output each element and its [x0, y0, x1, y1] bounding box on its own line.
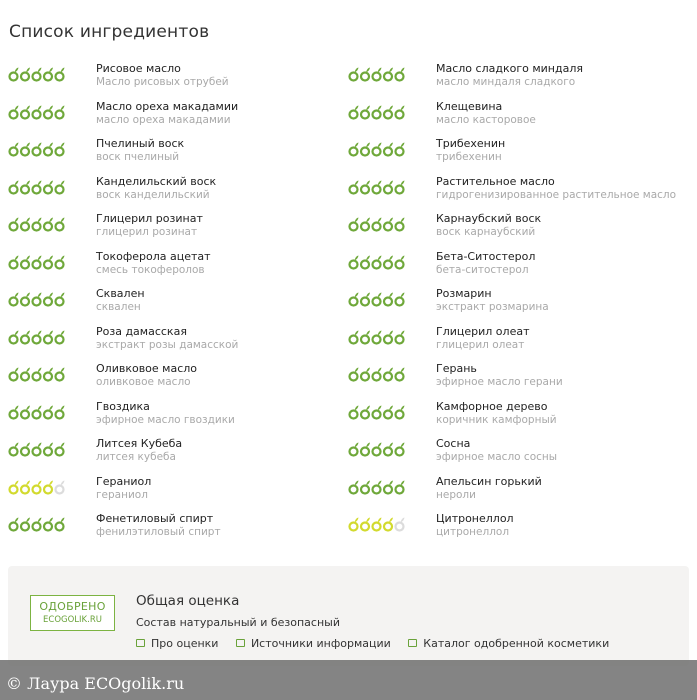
- rating-leaf-icon: [56, 443, 65, 456]
- ingredient-inci: нероли: [436, 488, 476, 501]
- rating-leaf-icon: [10, 105, 19, 118]
- ingredient-name: Литсея Кубеба: [96, 437, 183, 450]
- rating-leaf-icon: [361, 68, 370, 81]
- rating-leaf-icon: [373, 443, 382, 456]
- rating-leaf-icon: [56, 218, 65, 231]
- rating-icons: [8, 291, 68, 307]
- ingredient-row: [0, 437, 697, 473]
- rating-leaf-icon: [44, 293, 53, 306]
- watermark: [0, 660, 697, 700]
- rating-icons: [348, 366, 408, 382]
- rating-leaf-icon: [44, 180, 53, 193]
- ingredient-row: [0, 212, 697, 248]
- ingredient-names: [436, 475, 542, 502]
- ingredient-names: [436, 137, 505, 164]
- rating-leaf-icon: [44, 368, 53, 381]
- ingredient-inci: сквален: [96, 301, 141, 313]
- summary-description: Состав натуральный и безопасный: [136, 616, 340, 629]
- rating-leaf-icon: [361, 143, 370, 156]
- rating-leaf-icon: [350, 480, 359, 493]
- rating-icons: [348, 66, 408, 82]
- rating-leaf-icon: [384, 518, 393, 531]
- rating-leaf-icon: [10, 180, 19, 193]
- ingredient-inci: масло ореха макадамии: [96, 113, 231, 126]
- rating-leaf-icon: [21, 368, 30, 381]
- rating-leaf-icon: [396, 405, 405, 418]
- rating-icons: [8, 254, 68, 270]
- ingredient-names: [436, 512, 514, 539]
- rating-leaf-icon: [21, 143, 30, 156]
- ingredient-name: Токоферола ацетат: [96, 249, 211, 263]
- ingredient-names: [436, 325, 529, 352]
- rating-leaf-icon: [396, 518, 405, 531]
- ingredient-names: [436, 362, 563, 389]
- rating-leaf-icon: [361, 518, 370, 531]
- ingredient-names: [436, 250, 535, 277]
- rating-leaf-icon: [384, 218, 393, 231]
- rating-leaf-icon: [56, 368, 65, 381]
- rating-leaf-icon: [10, 68, 19, 81]
- rating-leaf-icon: [10, 405, 19, 418]
- ingredient-names: [436, 100, 536, 127]
- rating-leaf-icon: [33, 255, 42, 268]
- ingredient-names: [96, 212, 203, 239]
- ingredient-name: Фенетиловый спирт: [96, 512, 214, 525]
- link-sources[interactable]: [236, 637, 391, 650]
- rating-leaf-icon: [21, 218, 30, 231]
- ingredient-names: [96, 250, 211, 277]
- ingredient-name: Роза дамасская: [96, 324, 187, 338]
- link-label: Каталог одобренной косметики: [423, 637, 610, 650]
- rating-leaf-icon: [384, 368, 393, 381]
- rating-leaf-icon: [350, 368, 359, 381]
- ingredient-inci: фенилэтиловый спирт: [96, 526, 221, 538]
- rating-leaf-icon: [350, 443, 359, 456]
- rating-icons: [348, 404, 408, 420]
- ingredient-inci: эфирное масло гвоздики: [96, 413, 235, 426]
- rating-leaf-icon: [384, 105, 393, 118]
- rating-leaf-icon: [361, 368, 370, 381]
- rating-leaf-icon: [373, 255, 382, 268]
- ingredient-inci: глицерил олеат: [436, 338, 525, 351]
- ingredient-names: [96, 175, 216, 202]
- ingredient-name: Сквален: [96, 287, 145, 300]
- rating-leaf-icon: [350, 293, 359, 306]
- ingredient-inci: коричник камфорный: [436, 413, 557, 426]
- rating-leaf-icon: [396, 330, 405, 343]
- ingredient-names: [436, 212, 541, 239]
- ingredient-inci: эфирное масло сосны: [436, 451, 558, 463]
- ingredient-names: [96, 400, 235, 427]
- rating-leaf-icon: [33, 68, 42, 81]
- rating-leaf-icon: [350, 255, 359, 268]
- rating-leaf-icon: [10, 293, 19, 306]
- rating-icons: [348, 141, 408, 157]
- rating-leaf-icon: [373, 330, 382, 343]
- rating-leaf-icon: [56, 180, 65, 193]
- ingredient-names: [96, 512, 221, 539]
- rating-leaf-icon: [373, 518, 382, 531]
- ingredient-row: [0, 62, 697, 98]
- rating-leaf-icon: [21, 518, 30, 531]
- ingredient-row: [0, 175, 697, 211]
- ingredient-name: Канделильский воск: [96, 174, 217, 188]
- ingredient-row: [0, 137, 697, 173]
- chat-icon: [236, 639, 245, 647]
- rating-leaf-icon: [384, 443, 393, 456]
- rating-leaf-icon: [56, 518, 65, 531]
- ingredient-name: Глицерил розинат: [96, 212, 203, 225]
- rating-leaf-icon: [384, 293, 393, 306]
- ingredient-inci: трибехенин: [436, 151, 502, 163]
- ingredient-name: Герань: [436, 362, 477, 375]
- link-label: Про оценки: [151, 637, 219, 650]
- rating-leaf-icon: [21, 330, 30, 343]
- ingredient-inci: оливковое масло: [96, 376, 191, 388]
- ingredient-name: Клещевина: [436, 99, 503, 113]
- rating-leaf-icon: [396, 293, 405, 306]
- rating-leaf-icon: [396, 368, 405, 381]
- rating-leaf-icon: [33, 105, 42, 118]
- rating-leaf-icon: [350, 330, 359, 343]
- rating-icons: [348, 254, 408, 270]
- ingredient-names: [96, 475, 151, 502]
- rating-leaf-icon: [56, 293, 65, 306]
- rating-leaf-icon: [396, 68, 405, 81]
- rating-leaf-icon: [350, 68, 359, 81]
- ingredient-name: Пчелиный воск: [96, 137, 185, 150]
- rating-leaf-icon: [361, 105, 370, 118]
- rating-leaf-icon: [396, 443, 405, 456]
- rating-leaf-icon: [384, 330, 393, 343]
- rating-leaf-icon: [10, 368, 19, 381]
- rating-leaf-icon: [373, 368, 382, 381]
- rating-leaf-icon: [56, 68, 65, 81]
- rating-icons: [348, 329, 408, 345]
- ingredient-row: [0, 100, 697, 136]
- rating-icons: [348, 441, 408, 457]
- rating-leaf-icon: [44, 330, 53, 343]
- rating-icons: [348, 216, 408, 232]
- ingredient-inci: масло миндаля сладкого: [436, 76, 576, 88]
- ingredient-name: Гераниол: [96, 474, 152, 488]
- ingredient-name: Растительное масло: [436, 174, 555, 188]
- ingredient-names: [436, 62, 583, 89]
- ingredient-names: [96, 137, 184, 164]
- rating-leaf-icon: [373, 405, 382, 418]
- ingredient-names: [96, 362, 197, 389]
- rating-leaf-icon: [10, 143, 19, 156]
- rating-leaf-icon: [10, 518, 19, 531]
- ingredient-inci: гераниол: [96, 488, 148, 501]
- rating-leaf-icon: [396, 480, 405, 493]
- rating-leaf-icon: [361, 330, 370, 343]
- rating-leaf-icon: [384, 180, 393, 193]
- summary-panel: [8, 566, 689, 666]
- rating-leaf-icon: [373, 105, 382, 118]
- rating-leaf-icon: [21, 480, 30, 493]
- ingredient-inci: эфирное масло герани: [436, 376, 563, 388]
- ingredient-names: [436, 175, 676, 202]
- rating-leaf-icon: [33, 518, 42, 531]
- rating-leaf-icon: [21, 180, 30, 193]
- rating-leaf-icon: [384, 405, 393, 418]
- ingredient-inci: экстракт розмарина: [436, 301, 549, 313]
- rating-leaf-icon: [56, 105, 65, 118]
- rating-leaf-icon: [373, 480, 382, 493]
- ingredient-names: [96, 287, 145, 314]
- ingredient-row: [0, 400, 697, 436]
- rating-leaf-icon: [44, 443, 53, 456]
- badge-line1: ОДОБРЕНО: [39, 600, 106, 613]
- ingredient-name: Камфорное дерево: [436, 399, 548, 413]
- rating-leaf-icon: [33, 330, 42, 343]
- rating-icons: [8, 104, 68, 120]
- rating-leaf-icon: [10, 443, 19, 456]
- ingredient-name: Бета-Ситостерол: [436, 249, 536, 263]
- rating-leaf-icon: [361, 180, 370, 193]
- chat-icon: [408, 639, 417, 647]
- rating-leaf-icon: [33, 180, 42, 193]
- rating-leaf-icon: [21, 68, 30, 81]
- rating-leaf-icon: [44, 518, 53, 531]
- ingredient-name: Масло сладкого миндаля: [436, 62, 583, 75]
- rating-leaf-icon: [350, 105, 359, 118]
- ingredient-names: [96, 325, 238, 352]
- rating-leaf-icon: [44, 255, 53, 268]
- rating-leaf-icon: [350, 405, 359, 418]
- rating-leaf-icon: [396, 180, 405, 193]
- rating-icons: [348, 104, 408, 120]
- rating-leaf-icon: [10, 218, 19, 231]
- rating-leaf-icon: [350, 180, 359, 193]
- ingredient-row: [0, 475, 697, 511]
- ingredient-name: Глицерил олеат: [436, 324, 530, 338]
- ingredient-name: Трибехенин: [436, 137, 506, 150]
- rating-leaf-icon: [384, 255, 393, 268]
- rating-leaf-icon: [56, 143, 65, 156]
- page-title: Список ингредиентов: [9, 22, 210, 42]
- rating-leaf-icon: [33, 218, 42, 231]
- rating-leaf-icon: [56, 255, 65, 268]
- rating-leaf-icon: [33, 293, 42, 306]
- rating-leaf-icon: [56, 405, 65, 418]
- rating-leaf-icon: [44, 105, 53, 118]
- ingredient-inci: воск пчелиный: [96, 151, 180, 163]
- badge-line2: ECOGOLIK.RU: [43, 615, 102, 625]
- ingredient-inci: воск карнаубский: [436, 226, 536, 238]
- ingredient-name: Цитронеллол: [436, 512, 514, 525]
- rating-icons: [8, 66, 68, 82]
- rating-leaf-icon: [10, 330, 19, 343]
- chat-icon: [136, 639, 145, 647]
- ingredient-inci: Масло рисовых отрубей: [96, 76, 229, 88]
- rating-leaf-icon: [373, 68, 382, 81]
- ingredient-inci: цитронеллол: [436, 526, 510, 538]
- rating-leaf-icon: [44, 68, 53, 81]
- rating-leaf-icon: [33, 143, 42, 156]
- watermark-text: © Лаура ECOgolik.ru: [6, 674, 185, 693]
- rating-leaf-icon: [396, 255, 405, 268]
- ingredient-names: [436, 400, 557, 427]
- ingredient-inci: глицерил розинат: [96, 226, 198, 238]
- rating-leaf-icon: [33, 405, 42, 418]
- rating-leaf-icon: [361, 293, 370, 306]
- link-about-ratings[interactable]: [136, 637, 218, 650]
- ingredient-row: [0, 250, 697, 286]
- rating-leaf-icon: [361, 443, 370, 456]
- rating-leaf-icon: [56, 330, 65, 343]
- rating-leaf-icon: [350, 218, 359, 231]
- rating-leaf-icon: [10, 480, 19, 493]
- rating-leaf-icon: [350, 518, 359, 531]
- ingredient-name: Рисовое масло: [96, 62, 181, 75]
- rating-leaf-icon: [361, 255, 370, 268]
- rating-icons: [348, 516, 408, 532]
- rating-leaf-icon: [396, 105, 405, 118]
- ingredient-name: Гвоздика: [96, 399, 150, 413]
- rating-leaf-icon: [21, 443, 30, 456]
- ingredient-inci: экстракт розы дамасской: [96, 338, 239, 351]
- rating-icons: [8, 516, 68, 532]
- ingredient-inci: литсея кубеба: [96, 451, 176, 463]
- rating-leaf-icon: [33, 480, 42, 493]
- rating-leaf-icon: [373, 143, 382, 156]
- ingredient-row: [0, 325, 697, 361]
- rating-leaf-icon: [44, 480, 53, 493]
- rating-icons: [8, 366, 68, 382]
- ingredient-inci: смесь токоферолов: [96, 263, 205, 276]
- approved-badge: [30, 595, 115, 631]
- rating-leaf-icon: [373, 293, 382, 306]
- ingredient-names: [436, 287, 549, 314]
- rating-leaf-icon: [361, 405, 370, 418]
- ingredient-name: Карнаубский воск: [436, 212, 542, 225]
- summary-links: [136, 637, 623, 650]
- ingredient-inci: гидрогенизированное растительное масло: [436, 188, 677, 201]
- rating-leaf-icon: [21, 293, 30, 306]
- ingredient-inci: масло касторовое: [436, 113, 536, 126]
- link-label: Источники информации: [250, 637, 391, 650]
- rating-leaf-icon: [33, 443, 42, 456]
- rating-leaf-icon: [373, 180, 382, 193]
- ingredient-names: [96, 437, 182, 464]
- ingredient-row: [0, 287, 697, 323]
- rating-leaf-icon: [21, 405, 30, 418]
- rating-icons: [8, 141, 68, 157]
- rating-leaf-icon: [384, 143, 393, 156]
- rating-leaf-icon: [44, 405, 53, 418]
- ingredient-row: [0, 362, 697, 398]
- rating-leaf-icon: [33, 368, 42, 381]
- rating-leaf-icon: [361, 218, 370, 231]
- rating-leaf-icon: [396, 143, 405, 156]
- ingredient-name: Апельсин горький: [436, 474, 542, 488]
- rating-leaf-icon: [44, 143, 53, 156]
- ingredient-names: [96, 100, 238, 127]
- rating-leaf-icon: [10, 255, 19, 268]
- ingredient-name: Розмарин: [436, 287, 492, 300]
- ingredient-inci: бета-ситостерол: [436, 263, 529, 276]
- rating-icons: [348, 291, 408, 307]
- rating-leaf-icon: [361, 480, 370, 493]
- rating-leaf-icon: [350, 143, 359, 156]
- ingredient-name: Оливковое масло: [96, 362, 198, 375]
- rating-icons: [8, 404, 68, 420]
- rating-leaf-icon: [384, 68, 393, 81]
- rating-icons: [8, 216, 68, 232]
- rating-leaf-icon: [21, 255, 30, 268]
- ingredient-inci: воск канделильский: [96, 188, 210, 201]
- summary-title: Общая оценка: [136, 593, 240, 609]
- rating-icons: [348, 479, 408, 495]
- ingredient-names: [96, 62, 229, 89]
- rating-leaf-icon: [44, 218, 53, 231]
- link-catalog[interactable]: [408, 637, 609, 650]
- ingredient-row: [0, 512, 697, 548]
- rating-leaf-icon: [384, 480, 393, 493]
- ingredient-names: [436, 437, 557, 464]
- rating-leaf-icon: [396, 218, 405, 231]
- rating-icons: [8, 479, 68, 495]
- rating-leaf-icon: [56, 480, 65, 493]
- ingredient-name: Масло ореха макадамии: [96, 99, 239, 113]
- rating-icons: [348, 179, 408, 195]
- rating-icons: [8, 329, 68, 345]
- rating-icons: [8, 179, 68, 195]
- ingredient-name: Сосна: [436, 437, 471, 450]
- rating-icons: [8, 441, 68, 457]
- rating-leaf-icon: [373, 218, 382, 231]
- rating-leaf-icon: [21, 105, 30, 118]
